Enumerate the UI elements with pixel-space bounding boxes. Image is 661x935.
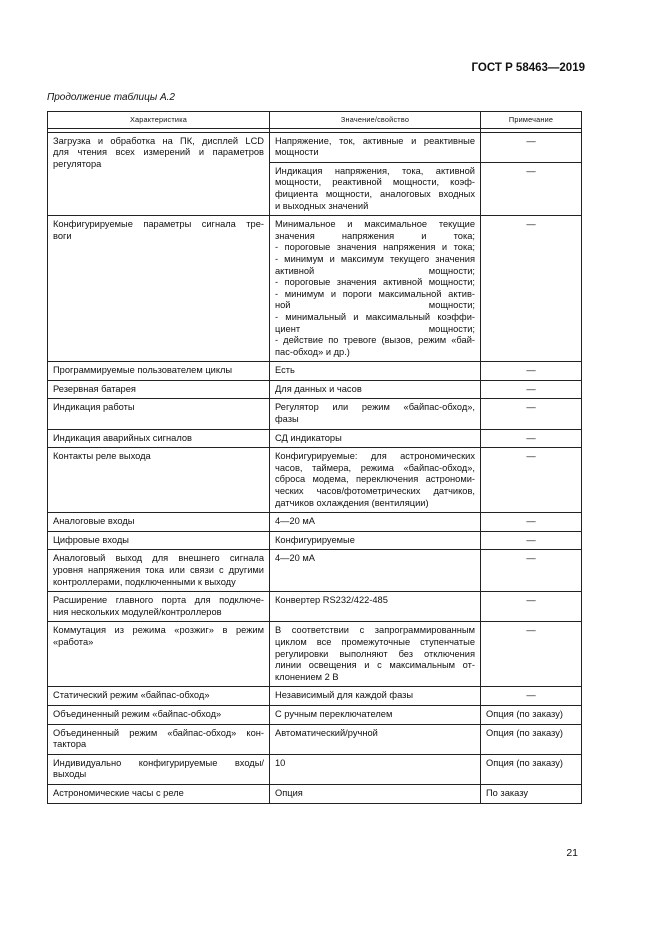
value-cell bbox=[270, 429, 481, 448]
cell-text-line: Конфигурируемые: для астрономических bbox=[275, 451, 475, 462]
table-row bbox=[48, 705, 582, 724]
cell-text-line: Контакты реле выхода bbox=[53, 451, 151, 462]
cell-text-line: Статический режим «байпас-обход» bbox=[53, 690, 210, 701]
characteristic-cell bbox=[48, 513, 270, 532]
table-row bbox=[48, 724, 582, 754]
value-cell bbox=[270, 592, 481, 622]
value-cell bbox=[270, 216, 481, 362]
cell-text-line: Загрузка и обработка на ПК, дисплей LCD bbox=[53, 135, 264, 146]
table-row bbox=[48, 622, 582, 687]
cell-text-line: циент мощности; bbox=[275, 323, 475, 334]
cell-text-line: выходы bbox=[53, 769, 87, 780]
cell-text-line: для чтения всех измерений и параметров bbox=[53, 147, 264, 158]
cell-text-line: 10 bbox=[275, 757, 286, 768]
table-row bbox=[48, 448, 582, 513]
cell-text-line: Есть bbox=[275, 365, 295, 376]
note-cell: — bbox=[481, 687, 582, 706]
table-caption: Продолжение таблицы А.2 bbox=[47, 92, 175, 103]
column-header: Характеристика bbox=[48, 112, 270, 129]
note-cell: — bbox=[481, 429, 582, 448]
characteristic-cell bbox=[48, 550, 270, 592]
cell-text-line: фициента мощности, аналоговых входных bbox=[275, 188, 475, 199]
cell-text-line: Индивидуально конфигурируемые входы/ bbox=[53, 757, 264, 768]
cell-text-line: Индикация работы bbox=[53, 402, 135, 413]
cell-text-line: 4—20 мА bbox=[275, 516, 315, 527]
cell-text-line: Автоматический/ручной bbox=[275, 727, 378, 738]
note-cell: — bbox=[481, 162, 582, 215]
cell-text-line: активной мощности; bbox=[275, 265, 475, 276]
note-cell: — bbox=[481, 550, 582, 592]
characteristic-cell bbox=[48, 448, 270, 513]
cell-text-line: - минимум и пороги максимальной актив- bbox=[275, 288, 475, 299]
value-cell bbox=[270, 754, 481, 784]
cell-text-line: Программируемые пользователем циклы bbox=[53, 365, 233, 376]
cell-text-line: Астрономические часы с реле bbox=[53, 787, 184, 798]
value-cell bbox=[270, 399, 481, 429]
note-cell: — bbox=[481, 399, 582, 429]
table-row bbox=[48, 754, 582, 784]
characteristic-cell bbox=[48, 622, 270, 687]
cell-text-line: клонением 2 В bbox=[275, 671, 339, 682]
cell-text-line: - пороговые значения активной мощности; bbox=[275, 277, 475, 288]
table-row bbox=[48, 132, 582, 162]
cell-text-line: датчиков охлаждения (вентиляции) bbox=[275, 497, 429, 508]
table-row bbox=[48, 531, 582, 550]
column-header: Примечание bbox=[481, 112, 582, 129]
cell-text-line: Объединенный режим «байпас-обход» bbox=[53, 708, 222, 719]
cell-text-line: контроллерами, подключенными к выходу bbox=[53, 576, 236, 587]
document-code: ГОСТ Р 58463—2019 bbox=[471, 62, 585, 74]
value-cell bbox=[270, 362, 481, 381]
note-cell: Опция (по заказу) bbox=[481, 754, 582, 784]
characteristic-cell bbox=[48, 531, 270, 550]
characteristic-cell bbox=[48, 687, 270, 706]
cell-text-line: Коммутация из режима «розжиг» в режим bbox=[53, 625, 264, 636]
cell-text-line: значения напряжения и тока; bbox=[275, 230, 475, 241]
value-cell bbox=[270, 784, 481, 803]
characteristic-cell bbox=[48, 380, 270, 399]
cell-text-line: мощности, реактивной мощности, коэф- bbox=[275, 177, 475, 188]
note-cell: — bbox=[481, 448, 582, 513]
cell-text-line: ной мощности; bbox=[275, 300, 475, 311]
table-row bbox=[48, 399, 582, 429]
cell-text-line: уровня напряжения тока или связи с другими bbox=[53, 565, 264, 575]
table-row bbox=[48, 380, 582, 399]
note-cell: — bbox=[481, 132, 582, 162]
value-cell bbox=[270, 687, 481, 706]
cell-text-line: - минимум и максимум текущего значения bbox=[275, 253, 475, 264]
specification-table bbox=[47, 111, 582, 804]
cell-text-line: С ручным переключателем bbox=[275, 708, 393, 719]
table-row bbox=[48, 362, 582, 381]
note-cell: Опция (по заказу) bbox=[481, 724, 582, 754]
cell-text-line: сброса модема, переключения астрономи- bbox=[275, 474, 475, 485]
characteristic-cell bbox=[48, 399, 270, 429]
characteristic-cell bbox=[48, 705, 270, 724]
characteristic-cell bbox=[48, 784, 270, 803]
note-cell: — bbox=[481, 216, 582, 362]
page-number: 21 bbox=[566, 847, 578, 859]
cell-text-line: Аналоговый выход для внешнего сигнала bbox=[53, 553, 264, 564]
cell-text-line: ния нескольких модулей/контроллеров bbox=[53, 606, 222, 617]
cell-text-line: часов, таймера, режима «байпас-обход», bbox=[275, 462, 475, 473]
cell-text-line: Для данных и часов bbox=[275, 383, 362, 394]
cell-text-line: Конфигурируемые bbox=[275, 534, 355, 545]
cell-text-line: Конвертер RS232/422-485 bbox=[275, 595, 388, 606]
cell-text-line: циклом все промежуточные ступенчатые bbox=[275, 636, 475, 647]
cell-text-line: линии освещения и с максимальным от- bbox=[275, 660, 475, 671]
table-row bbox=[48, 513, 582, 532]
cell-text-line: и выходных значений bbox=[275, 200, 369, 211]
cell-text-line: фазы bbox=[275, 414, 299, 425]
characteristic-cell bbox=[48, 754, 270, 784]
value-cell bbox=[270, 513, 481, 532]
note-cell: — bbox=[481, 622, 582, 687]
cell-text-line: пас-обход» и др.) bbox=[275, 346, 350, 357]
column-header: Значение/свойство bbox=[270, 112, 481, 129]
value-cell bbox=[270, 448, 481, 513]
cell-text-line: Резервная батарея bbox=[53, 383, 136, 394]
cell-text-line: Индикация аварийных сигналов bbox=[53, 432, 192, 443]
cell-text-line: СД индикаторы bbox=[275, 432, 342, 443]
cell-text-line: Напряжение, ток, активные и реактивные bbox=[275, 135, 475, 146]
cell-text-line: Расширение главного порта для подключе- bbox=[53, 595, 264, 606]
cell-text-line: «работа» bbox=[53, 636, 94, 647]
note-cell: — bbox=[481, 380, 582, 399]
cell-text-line: регулятора bbox=[53, 158, 102, 169]
table-row bbox=[48, 592, 582, 622]
cell-text-line: - действие по тревоге (вызов, режим «бай- bbox=[275, 335, 475, 346]
table-row bbox=[48, 784, 582, 803]
table-header-row bbox=[48, 112, 582, 129]
note-cell: — bbox=[481, 531, 582, 550]
cell-text-line: воги bbox=[53, 230, 72, 241]
cell-text-line: - минимальный и максимальный коэффи- bbox=[275, 311, 475, 322]
cell-text-line: Независимый для каждой фазы bbox=[275, 690, 414, 701]
characteristic-cell bbox=[48, 132, 270, 216]
cell-text-line: Опция bbox=[275, 787, 303, 798]
cell-text-line: 4—20 мА bbox=[275, 553, 315, 564]
cell-text-line: ческих часов/фотометрических датчиков, bbox=[275, 486, 475, 497]
value-cell bbox=[270, 724, 481, 754]
cell-text-line: мощности bbox=[275, 147, 319, 158]
table-row bbox=[48, 687, 582, 706]
note-cell: По заказу bbox=[481, 784, 582, 803]
characteristic-cell bbox=[48, 429, 270, 448]
value-cell bbox=[270, 162, 481, 215]
table-row bbox=[48, 216, 582, 362]
note-cell: Опция (по заказу) bbox=[481, 705, 582, 724]
cell-text-line: Объединенный режим «байпас-обход» кон- bbox=[53, 727, 264, 738]
value-cell bbox=[270, 531, 481, 550]
value-cell bbox=[270, 622, 481, 687]
value-cell bbox=[270, 705, 481, 724]
table-row bbox=[48, 429, 582, 448]
cell-text-line: Аналоговые входы bbox=[53, 516, 135, 527]
cell-text-line: Минимальное и максимальное текущие bbox=[275, 219, 475, 230]
note-cell: — bbox=[481, 362, 582, 381]
characteristic-cell bbox=[48, 216, 270, 362]
cell-text-line: Цифровые входы bbox=[53, 534, 129, 545]
characteristic-cell bbox=[48, 362, 270, 381]
characteristic-cell bbox=[48, 592, 270, 622]
note-cell: — bbox=[481, 513, 582, 532]
table-row bbox=[48, 550, 582, 592]
value-cell bbox=[270, 550, 481, 592]
cell-text-line: В соответствии с запрограммированным bbox=[275, 625, 475, 636]
cell-text-line: - пороговые значения напряжения и тока; bbox=[275, 242, 475, 253]
note-cell: — bbox=[481, 592, 582, 622]
cell-text-line: тактора bbox=[53, 739, 87, 750]
cell-text-line: регулировки выполняют без отключения bbox=[275, 648, 475, 659]
table-body bbox=[48, 128, 582, 803]
cell-text-line: Индикация напряжения, тока, активной bbox=[275, 165, 475, 176]
value-cell bbox=[270, 380, 481, 399]
characteristic-cell bbox=[48, 724, 270, 754]
value-cell bbox=[270, 132, 481, 162]
cell-text-line: Конфигурируемые параметры сигнала тре- bbox=[53, 219, 264, 230]
cell-text-line: Регулятор или режим «байпас-обход», bbox=[275, 402, 475, 413]
